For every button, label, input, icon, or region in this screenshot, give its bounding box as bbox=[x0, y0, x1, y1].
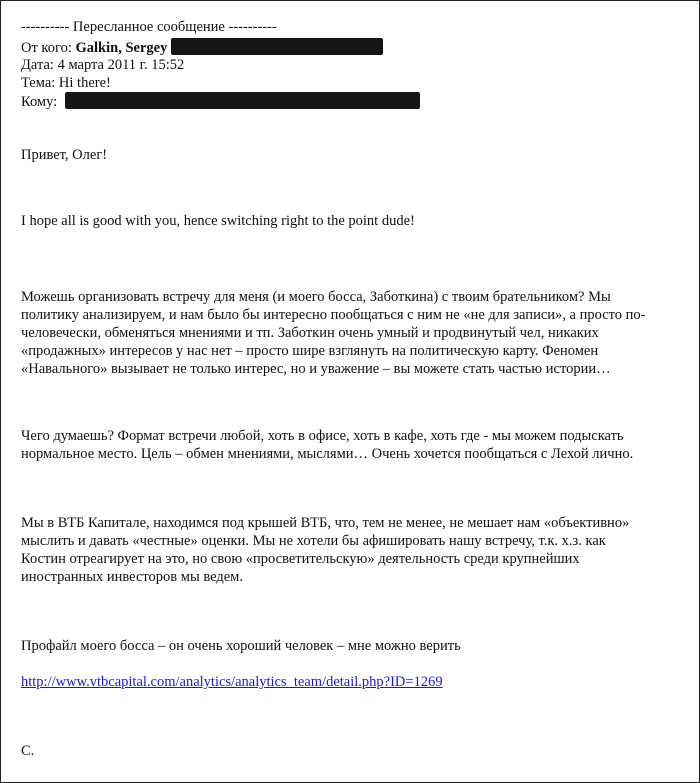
paragraph-line: мыслить и давать «честные» оценки. Мы не хотели бы афишировать нашу встречу, т.к. х.з. как bbox=[21, 533, 606, 549]
subject-value: Hi there! bbox=[58, 75, 111, 91]
signoff: С. bbox=[21, 743, 35, 759]
redacted-email-block bbox=[171, 38, 383, 55]
to-row bbox=[21, 92, 420, 111]
paragraph-line: Мы в ВТБ Капитале, находимся под крышей ВТБ, что, тем не менее, не мешает нам «объективно» bbox=[21, 515, 630, 531]
date-value: 4 марта 2011 г. 15:52 bbox=[57, 57, 185, 73]
subject-label: Тема: bbox=[21, 75, 56, 91]
date-label: Дата: bbox=[21, 57, 54, 73]
paragraph-line: «Навального» вызывает не только интерес, но и уважение – вы можете стать частью истории… bbox=[21, 361, 611, 377]
paragraph-line: Костин отреагирует на это, но свою «просветительскую» деятельность среди крупнейших bbox=[21, 551, 580, 567]
paragraph-line: Чего думаешь? Формат встречи любой, хоть в офисе, хоть в кафе, хоть где - мы можем подыскать bbox=[21, 428, 624, 444]
from-label: От кого: bbox=[21, 40, 72, 56]
subject-row bbox=[21, 74, 111, 92]
date-row bbox=[21, 56, 184, 74]
paragraph-line: «продажных» интересов у нас нет – просто шире взглянуть на политическую карту. Феномен bbox=[21, 343, 599, 359]
from-name: Galkin, Sergey bbox=[75, 40, 168, 56]
profile-note: Профайл моего босса – он очень хороший человек – мне можно верить bbox=[21, 638, 461, 654]
redacted-recipients-block bbox=[65, 92, 420, 109]
greeting: Привет, Олег! bbox=[21, 147, 108, 163]
profile-link[interactable]: http://www.vtbcapital.com/analytics/analytics_team/detail.php?ID=1269 bbox=[21, 674, 443, 690]
to-label: Кому: bbox=[21, 94, 58, 110]
paragraph-line: Можешь организовать встречу для меня (и моего босса, Заботкина) с твоим брательником? Мы bbox=[21, 289, 611, 305]
from-row bbox=[21, 38, 383, 57]
paragraph-line: политику анализируем, и нам было бы интересно пообщаться с ним не «не для записи», а просто по- bbox=[21, 307, 646, 323]
paragraph-line: нормальное место. Цель – обмен мнениями, мыслями… Очень хочется пообщаться с Лехой лично. bbox=[21, 446, 634, 462]
paragraph-line: человечески, обменяться мнениями и тп. Заботкин очень умный и продвинутый чел, никаких bbox=[21, 325, 599, 341]
forwarded-header: ---------- Пересланное сообщение ---------- bbox=[21, 19, 277, 35]
intro-line: I hope all is good with you, hence switching right to the point dude! bbox=[21, 213, 415, 229]
paragraph-line: иностранных инвесторов мы ведем. bbox=[21, 569, 243, 585]
